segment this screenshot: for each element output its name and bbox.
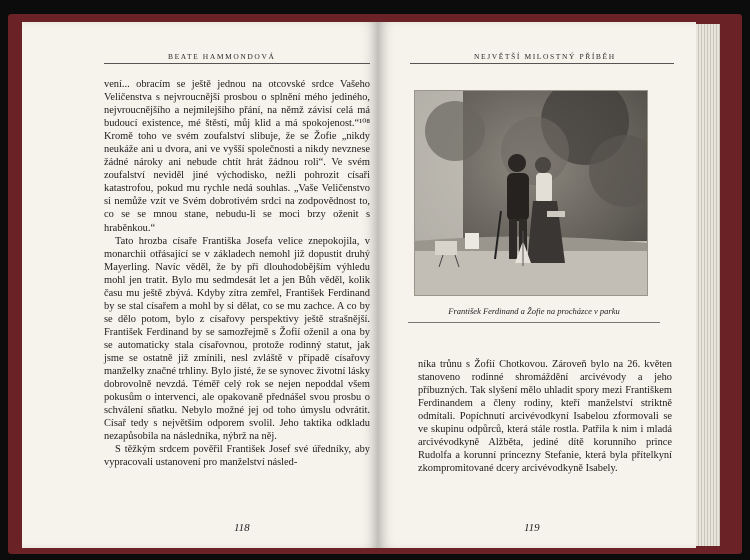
right-header-rule [410, 63, 674, 64]
left-paragraph-1: vení... obracím se ještě jednou na otcovské srdce Vašeho Veličenstva s nejvroucnější prosbou o splnění mého jediného, nejvroucnějšího a nejmilejšího přání, na němž závisí celá má budoucí existence, mé štěstí, můj klid a má spokojenost.“¹⁰⁸ Kromě toho ve svém zoufalství slibuje, že se Žofie „nikdy neukáže ani u dvora, ani ve vyšší společnosti a nikdy nevznese žádné nároky ani nebude chtít hrát žádnou roli“. Ve svém zoufalství neviděl jiné východisko, nežli pohrozit císaři katastrofou, pokud mu rychle nedá souhlas. „Vaše Veličenstvo si nemůže vzít ve Svém dobrotivém srdci na zodpovědnost to, co se se mnou stane, nebudu-li se moci brzy oženit s hraběnkou.“ [104, 79, 370, 234]
left-paragraph-3: S těžkým srdcem pověřil František Josef své úředníky, aby vypracovali ustanovení pro manželství násled- [104, 444, 370, 469]
left-header-rule [104, 63, 370, 64]
park-photograph [414, 90, 648, 296]
caption-rule [408, 322, 660, 323]
right-page-number: 119 [524, 522, 540, 534]
left-body-text [104, 78, 370, 469]
left-running-head: BEATE HAMMONDOVÁ [168, 52, 276, 61]
right-paragraph-1: níka trůnu s Žofií Chotkovou. Zároveň bylo na 26. květen stanoveno rodinné shromáždění arcivévody a jeho příbuzných. Tak slyšení mělo uhladit spory mezi Františkem Ferdinandem a členy rodiny, kteří manželství striktně odmítali. Popíchnutí arcivévodkyní Isabelou zformovali se ve skupinu odpůrců, která stále rostla. Patřila k nim i mladá arcivévodkyně Alžběta, jediné dítě korunního prince Rudolfa a korunní princezny Stefanie, která byla přítelkyní zkompromitované dcery arcivévodkyně Isabely. [418, 359, 672, 475]
right-page [378, 22, 696, 548]
page-edges [696, 24, 720, 546]
right-running-head: NEJVĚTŠÍ MILOSTNÝ PŘÍBĚH [474, 52, 616, 61]
left-paragraph-2: Tato hrozba císaře Františka Josefa velice znepokojila, v monarchii otřásající se v základech nemohl již dopustit druhý Mayerling. Navíc věděl, že by při dlouhodobějším výhledu mohl jen tratit. Bylo mu sedmdesát let a jen Bůh věděl, kolik času mu ještě zbývá. Kdyby zítra zemřel, František Ferdinand by se stal císařem a mohl by si dělat, co se mu zachce. A co by se dělo potom, bylo z císařovy perspektivy ještě strašnější. František Ferdinand by se samozřejmě s Žofií oženil a ona by se automaticky stala císařovnou, protože rodinný statut, jak jsme se ostatně již zmínili, nesl zvláště v případě císařovy manželky značné trhliny. Bylo jisté, že se synovec životní lásky dobrovolně nevzdá. Téměř celý rok se nejen nepoddal všem pokusům o intervenci, ale opakovaně přednášel svou prosbu o schválení sňatku. Nebylo možné jej od toho úmyslu odvrátit. Císař tedy s největším odporem svolil. Jeho taktika odkladu nezapůsobila na následníka, nýbrž na něj. [104, 235, 370, 443]
right-body-text [418, 358, 672, 475]
left-page-number: 118 [234, 522, 250, 534]
photo-caption: František Ferdinand a Žofie na procházce v parku [448, 306, 620, 316]
left-page [22, 22, 378, 548]
